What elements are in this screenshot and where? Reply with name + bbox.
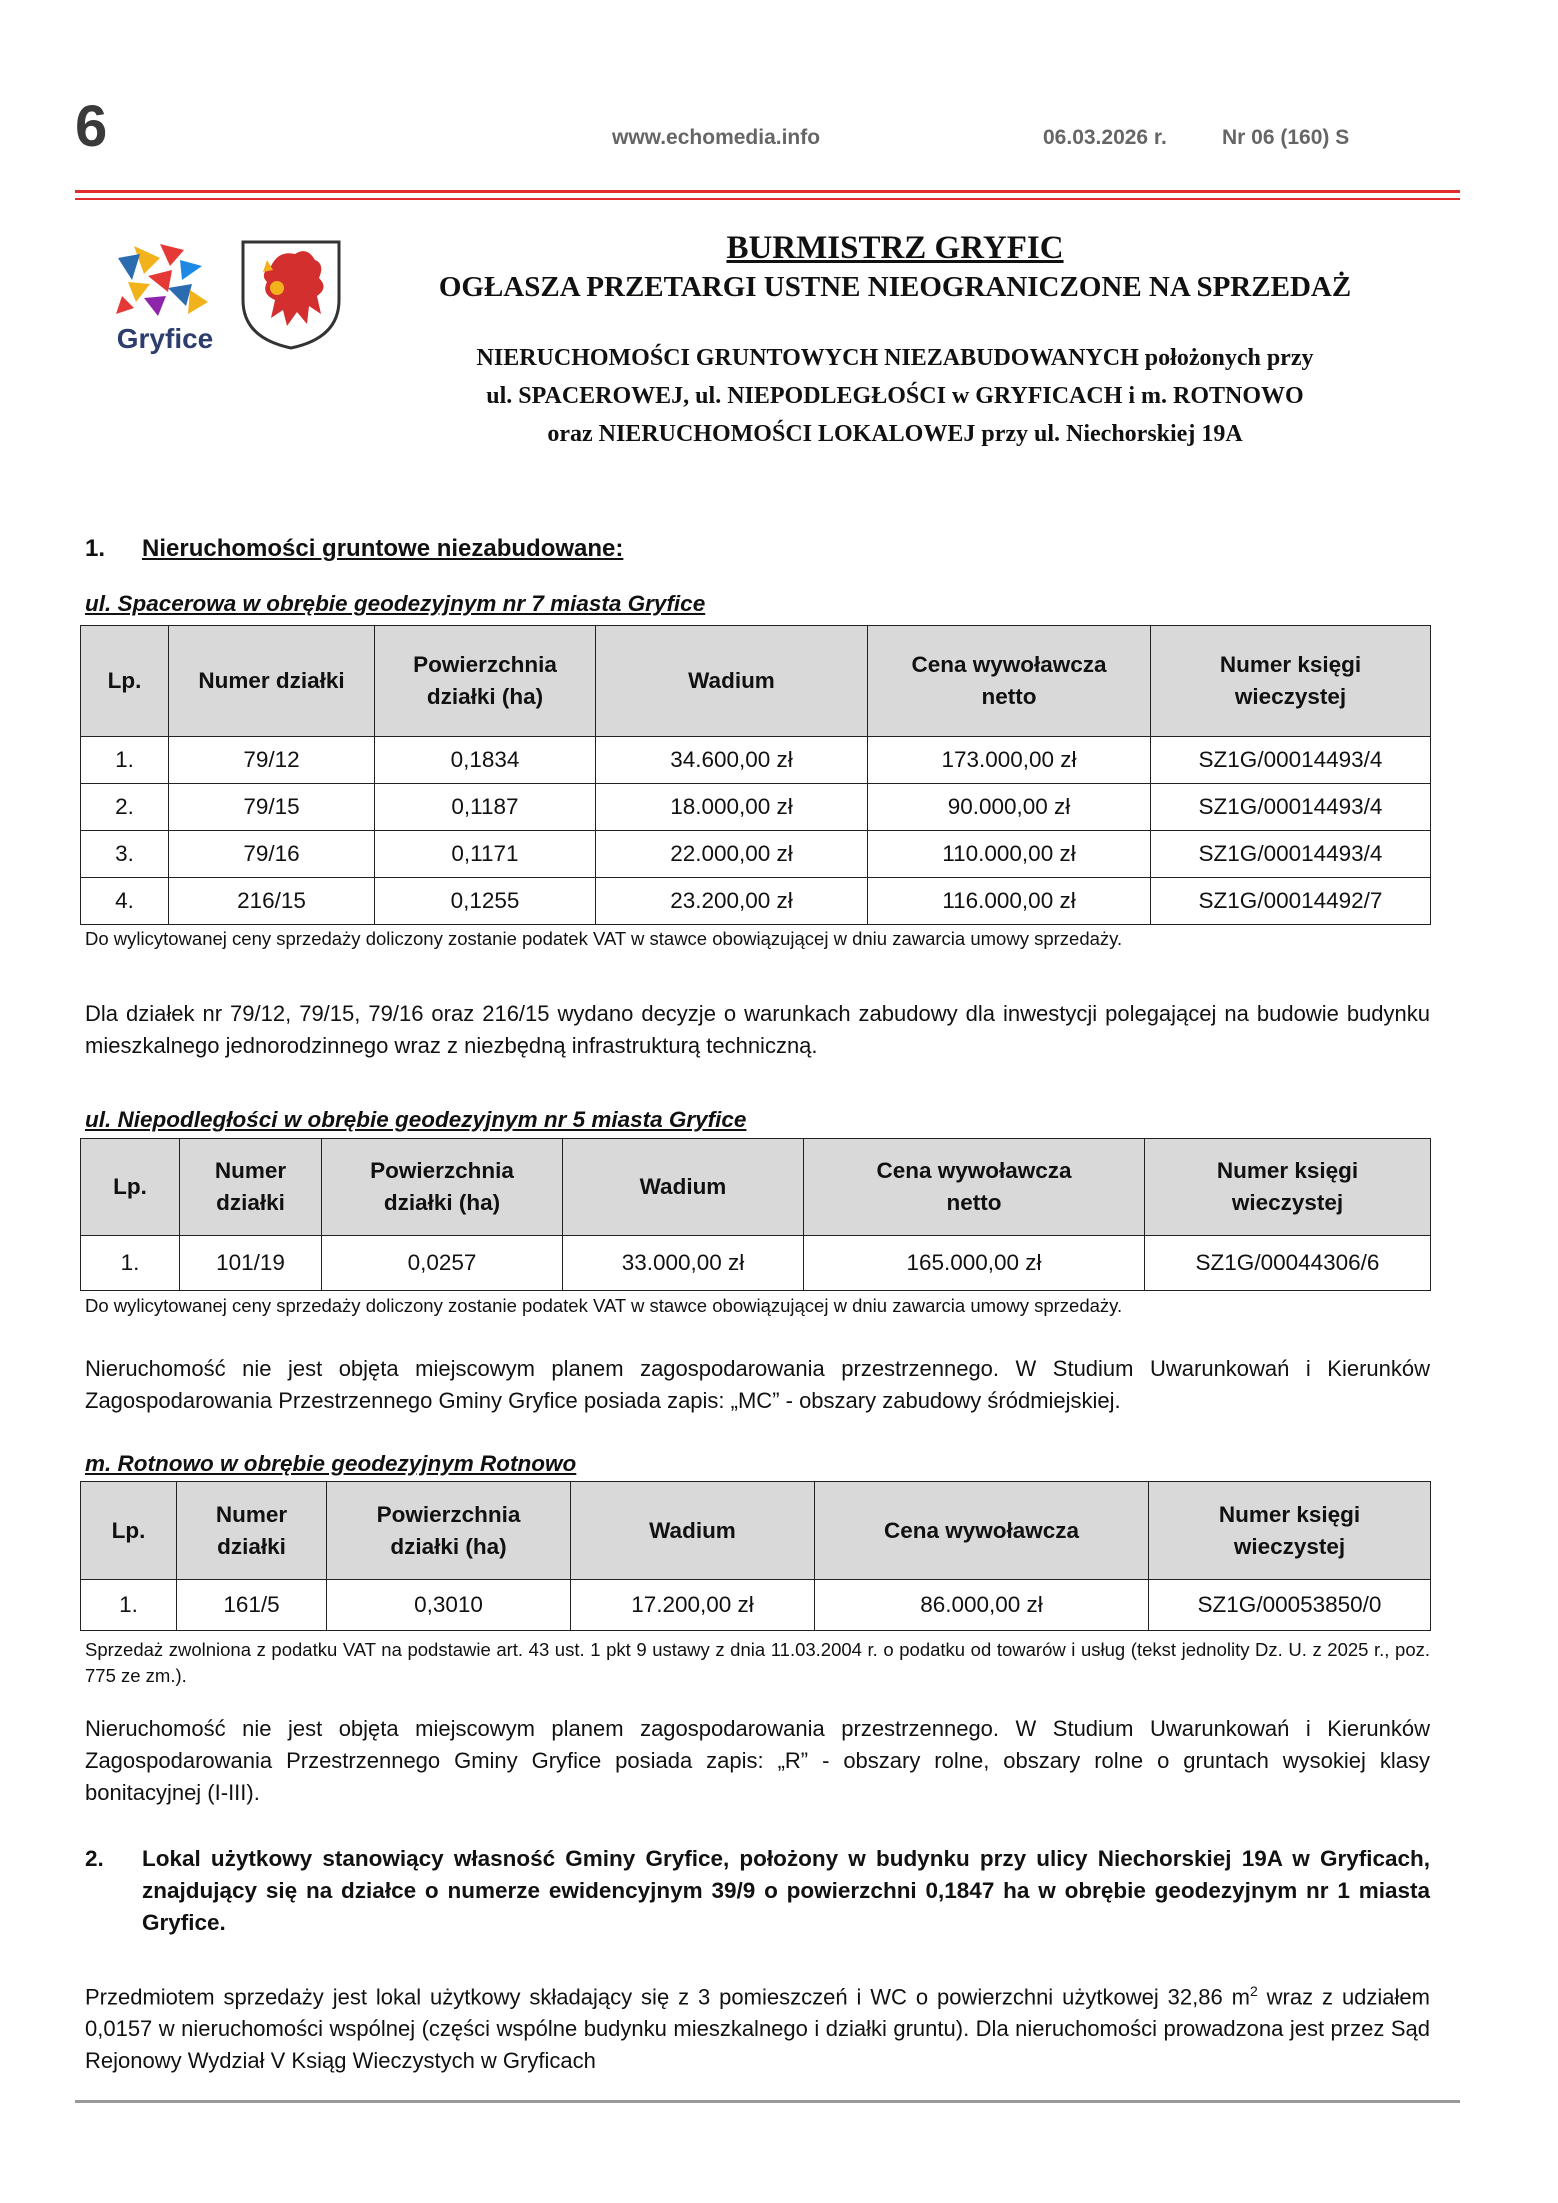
table-cell: 1. (81, 737, 169, 784)
column-header: Cena wywoławcza netto (804, 1139, 1145, 1236)
header-divider-thin (75, 198, 1460, 200)
table-3-heading: m. Rotnowo w obrębie geodezyjnym Rotnowo (85, 1451, 577, 1476)
table-cell: 173.000,00 zł (868, 737, 1151, 784)
table-cell: 90.000,00 zł (868, 784, 1151, 831)
column-header: Numer księgi wieczystej (1145, 1139, 1431, 1236)
table-cell: 79/16 (169, 831, 375, 878)
column-header: Powierzchnia działki (ha) (375, 626, 596, 737)
table-1-heading: ul. Spacerowa w obrębie geodezyjnym nr 7 miasta Gryfice (85, 591, 706, 616)
table-row (81, 878, 1431, 925)
table-cell: 3. (81, 831, 169, 878)
table-cell: 18.000,00 zł (596, 784, 868, 831)
column-header: Numer działki (180, 1139, 322, 1236)
vat-note: Do wylicytowanej ceny sprzedaży doliczony zostanie podatek VAT w stawce obowiązującej w dniu zawarcia umowy sprzedaży. (85, 928, 1123, 949)
table-cell: 79/15 (169, 784, 375, 831)
paragraph: Nieruchomość nie jest objęta miejscowym planem zagospodarowania przestrzennego. W Studium Uwarunkowań i Kierunków Zagospodarowania Przestrzennego Gminy Gryfice posiada zapis: „R” - obszary rolne, obszary rolne o gruntach wysokiej klasy bonitacyjnej (I-III). (85, 1716, 1430, 1805)
paragraph: Nieruchomość nie jest objęta miejscowym planem zagospodarowania przestrzennego. W Studium Uwarunkowań i Kierunków Zagospodarowania Przestrzennego Gminy Gryfice posiada zapis: „MC” - obszary zabudowy śródmiejskiej. (85, 1356, 1430, 1413)
table-header-row (81, 1139, 1431, 1236)
section-number: 2. (85, 1846, 104, 1871)
table-cell: 1. (81, 1580, 177, 1631)
column-header: Numer księgi wieczystej (1149, 1482, 1431, 1580)
table-cell: 2. (81, 784, 169, 831)
table-rotnowo (80, 1481, 1431, 1631)
title-line-1: BURMISTRZ GRYFIC (726, 230, 1064, 266)
title-subheading (360, 339, 1430, 453)
table-cell: 101/19 (180, 1236, 322, 1291)
table-2-heading: ul. Niepodległości w obrębie geodezyjnym nr 5 miasta Gryfice (85, 1107, 747, 1132)
paragraph-text: Przedmiotem sprzedaży jest lokal użytkowy składający się z 3 pomieszczeń i WC o powierzchni użytkowej 32,86 m (85, 1984, 1250, 2010)
table-spacerowa (80, 625, 1431, 925)
table-cell: 161/5 (177, 1580, 327, 1631)
table-cell: 34.600,00 zł (596, 737, 868, 784)
table-cell: 23.200,00 zł (596, 878, 868, 925)
column-header: Lp. (81, 1482, 177, 1580)
table-cell: 22.000,00 zł (596, 831, 868, 878)
header-date: 06.03.2026 r. (1043, 126, 1167, 149)
superscript: 2 (1249, 1983, 1258, 1999)
column-header: Wadium (563, 1139, 804, 1236)
page-number: 6 (75, 94, 108, 159)
column-header: Wadium (596, 626, 868, 737)
table-row (81, 1236, 1431, 1291)
table-cell: SZ1G/00044306/6 (1145, 1236, 1431, 1291)
table-header-row (81, 1482, 1431, 1580)
header-issue: Nr 06 (160) S (1222, 126, 1350, 149)
table-cell: 165.000,00 zł (804, 1236, 1145, 1291)
section-1-title (85, 535, 623, 563)
table-cell: 33.000,00 zł (563, 1236, 804, 1291)
table-cell: 1. (81, 1236, 180, 1291)
column-header: Powierzchnia działki (ha) (327, 1482, 571, 1580)
section-2 (85, 1843, 1430, 1939)
table-cell: 216/15 (169, 878, 375, 925)
column-header: Numer działki (169, 626, 375, 737)
table-cell: 79/12 (169, 737, 375, 784)
column-header: Lp. (81, 1139, 180, 1236)
table-row (81, 737, 1431, 784)
column-header: Wadium (571, 1482, 815, 1580)
table-cell: 4. (81, 878, 169, 925)
table-cell: 0,0257 (322, 1236, 563, 1291)
section-number: 1. (85, 535, 106, 562)
paragraph: Dla działek nr 79/12, 79/15, 79/16 oraz 216/15 wydano decyzje o warunkach zabudowy dla inwestycji polegającej na budowie budynku mieszkalnego jednorodzinnego wraz z niezbędną infrastrukturą techniczną. (85, 1001, 1430, 1058)
gryfice-logo (110, 236, 220, 354)
table-cell: 86.000,00 zł (815, 1580, 1149, 1631)
section-2-text: Lokal użytkowy stanowiący własność Gminy Gryfice, położony w budynku przy ulicy Niechorskiej 19A w Gryficach, znajdujący się na działce o numerze ewidencyjnym 39/9 o powierzchni 0,1847 ha w obrębie geodezyjnym nr 1 miasta Gryfice. (142, 1846, 1430, 1935)
column-header: Cena wywoławcza netto (868, 626, 1151, 737)
table-row (81, 1580, 1431, 1631)
header-url: www.echomedia.info (612, 126, 821, 149)
table-cell: 0,1834 (375, 737, 596, 784)
subheading-line-2: ul. SPACEROWEJ, ul. NIEPODLEGŁOŚCI w GRYFICACH i m. ROTNOWO (486, 383, 1304, 409)
table-cell: SZ1G/00014493/4 (1151, 831, 1431, 878)
footer-divider (75, 2100, 1460, 2103)
header-divider (75, 190, 1460, 193)
vat-exemption-note: Sprzedaż zwolniona z podatku VAT na podstawie art. 43 ust. 1 pkt 9 ustawy z dnia 11.03.2004 r. o podatku od towarów i usług (tekst jednolity Dz. U. z 2025 r., poz. 775 ze zm.). (85, 1639, 1430, 1686)
table-cell: SZ1G/00014492/7 (1151, 878, 1431, 925)
paragraph-text-cont: wraz z udziałem 0,0157 w nieruchomości wspólnej (części wspólne budynku mieszkalnego i działki gruntu). Dla nieruchomości prowadzona jest przez Sąd Rejonowy Wydział V Ksiąg Wieczystych w Gryficach (85, 1984, 1430, 2074)
vat-note: Do wylicytowanej ceny sprzedaży doliczony zostanie podatek VAT w stawce obowiązującej w dniu zawarcia umowy sprzedaży. (85, 1295, 1123, 1316)
subheading-line-1: NIERUCHOMOŚCI GRUNTOWYCH NIEZABUDOWANYCH położonych przy (476, 345, 1314, 371)
subheading-line-3: oraz NIERUCHOMOŚCI LOKALOWEJ przy ul. Niechorskiej 19A (547, 421, 1243, 447)
table-cell: 116.000,00 zł (868, 878, 1151, 925)
table-cell: 0,1255 (375, 878, 596, 925)
column-header: Numer działki (177, 1482, 327, 1580)
table-cell: 0,1187 (375, 784, 596, 831)
column-header: Lp. (81, 626, 169, 737)
section-2-paragraph (85, 1975, 1430, 2077)
column-header: Numer księgi wieczystej (1151, 626, 1431, 737)
griffin-crest-icon (237, 236, 345, 351)
gryfice-logo-text: Gryfice (116, 323, 214, 354)
column-header: Powierzchnia działki (ha) (322, 1139, 563, 1236)
table-row (81, 831, 1431, 878)
table-cell: SZ1G/00014493/4 (1151, 737, 1431, 784)
table-niepodleglosci (80, 1138, 1431, 1291)
gryfice-mosaic-icon (110, 236, 220, 318)
coat-of-arms (237, 236, 345, 351)
table-cell: SZ1G/00014493/4 (1151, 784, 1431, 831)
table-cell: 17.200,00 zł (571, 1580, 815, 1631)
table-cell: 110.000,00 zł (868, 831, 1151, 878)
table-cell: 0,1171 (375, 831, 596, 878)
table-cell: SZ1G/00053850/0 (1149, 1580, 1431, 1631)
table-row (81, 784, 1431, 831)
table-header-row (81, 626, 1431, 737)
column-header: Cena wywoławcza (815, 1482, 1149, 1580)
section-label: Nieruchomości gruntowe niezabudowane: (142, 535, 624, 562)
table-cell: 0,3010 (327, 1580, 571, 1631)
title-line-2: OGŁASZA PRZETARGI USTNE NIEOGRANICZONE NA SPRZEDAŻ (438, 271, 1352, 303)
